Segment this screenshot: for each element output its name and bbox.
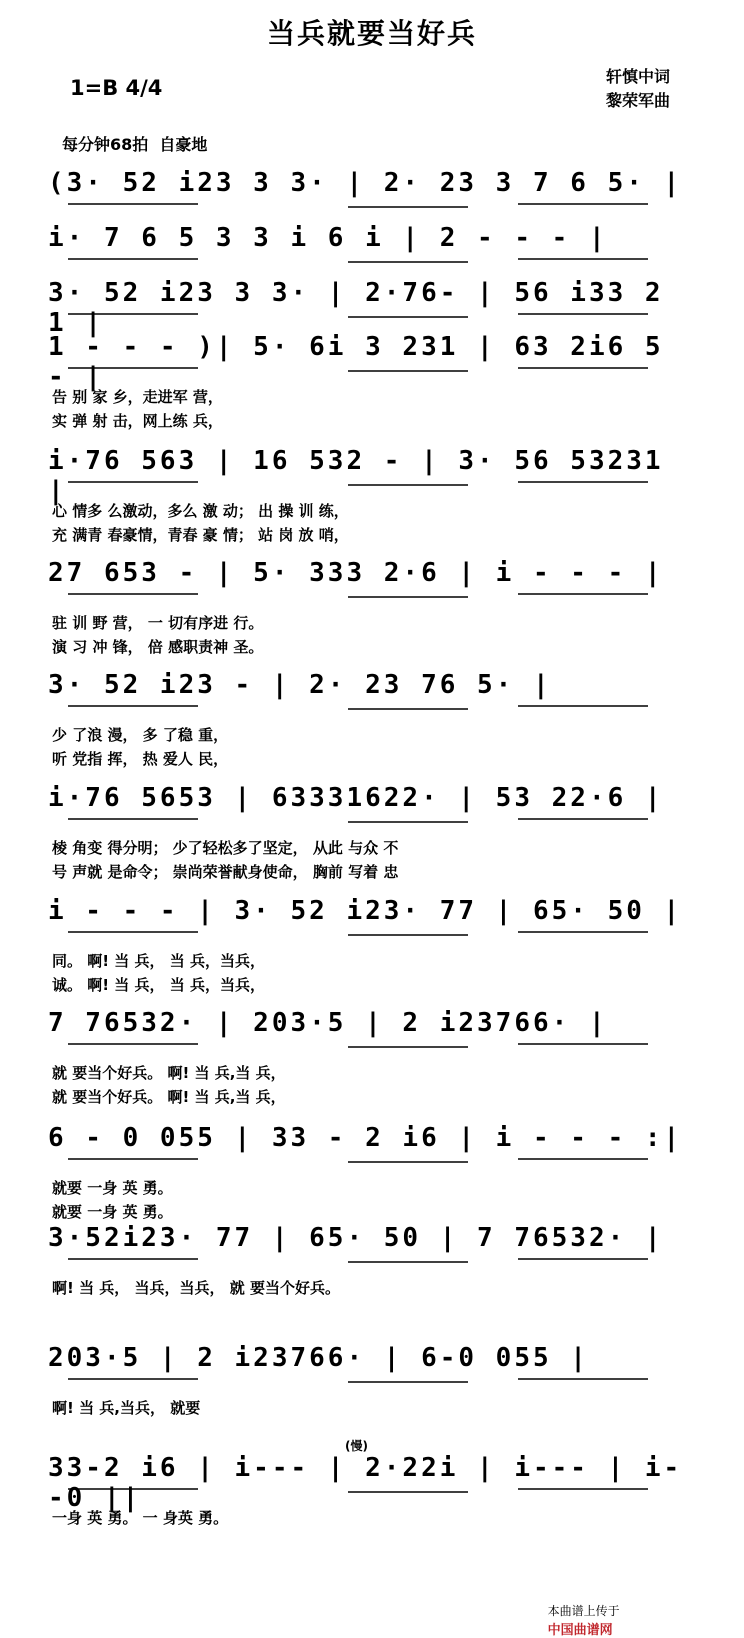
footer-prefix: 本曲谱上传于 — [547, 1604, 620, 1618]
notation-line: i·76 5653 | 63331622· | 53 22·6 | — [48, 783, 664, 813]
lyric-line: 充 满青 春豪情，青春 豪 情； 站 岗 放 哨， — [52, 526, 349, 544]
lyric-line: 号 声就 是命令； 崇尚荣誉献身使命， 胸前 写着 忠 — [52, 863, 399, 881]
lyric-line: 心 情多 么激动，多么 激 动； 出 操 训 练， — [52, 502, 349, 520]
beam-lines — [48, 215, 698, 275]
notation-system — [48, 1215, 698, 1297]
notation-line: 33-2 i6 | i--- | 2·22i | i--- | i--0 || — [48, 1453, 683, 1513]
notation-system — [48, 324, 698, 430]
lyric-line: 一身 英 勇。 一 身英 勇。 — [52, 1509, 229, 1527]
lyric-line: 听 党指 挥， 热 爱人 民， — [52, 750, 229, 768]
notation-line: i - - - | 3· 52 i23· 77 | 65· 50 | — [48, 896, 683, 926]
notation-system — [48, 160, 698, 220]
lyric-line: 诚。 啊! 当 兵， 当 兵，当兵， — [52, 976, 265, 994]
notation-system — [48, 1335, 698, 1417]
beam-lines — [48, 775, 698, 835]
lyric-line: 就 要当个好兵。 啊! 当 兵,当 兵， — [52, 1088, 286, 1106]
notation-system — [48, 662, 698, 768]
notation-line: 203·5 | 2 i23766· | 6-0 055 | — [48, 1343, 589, 1373]
footer-credit — [540, 1588, 620, 1638]
notation-system — [48, 888, 698, 994]
notation-system — [48, 775, 698, 881]
notation-line: 27 653 - | 5· 333 2·6 | i - - - | — [48, 558, 664, 588]
beam-lines — [48, 1335, 698, 1395]
notation-line: i· 7 6 5 3 3 i 6 i | 2 - - - | — [48, 223, 608, 253]
beam-lines — [48, 550, 698, 610]
notation-line: 7 76532· | 203·5 | 2 i23766· | — [48, 1008, 608, 1038]
lyric-line: 同。 啊! 当 兵， 当 兵，当兵， — [52, 952, 265, 970]
tempo-marking: 每分钟68拍 自豪地 — [62, 135, 208, 154]
notation-system — [48, 270, 698, 338]
notation-system — [48, 550, 698, 656]
beam-lines — [48, 662, 698, 722]
lyric-line: 驻 训 野 营， 一 切有序进 行。 — [52, 614, 264, 632]
slow-marking: (慢) — [345, 1439, 368, 1453]
notation-line: 1 - - - )| 5· 6i 3 231 | 63 2i6 5 - | — [48, 332, 664, 392]
score-title: 当兵就要当好兵 — [266, 17, 477, 50]
lyric-line: 就要 一身 英 勇。 — [52, 1179, 173, 1197]
notation-system — [48, 1445, 698, 1527]
beam-lines — [48, 438, 698, 498]
lyric-line: 告 别 家 乡，走进军 营， — [52, 388, 223, 406]
beam-lines — [48, 270, 698, 330]
beam-lines — [48, 1215, 698, 1275]
composer-credit: 黎荣军曲 — [606, 91, 671, 110]
lyric-line: 就要 一身 英 勇。 — [52, 1203, 173, 1221]
lyric-line: 演 习 冲 锋， 倍 感职责神 圣。 — [52, 638, 264, 656]
lyricist-credit: 轩慎中词 — [606, 67, 671, 86]
beam-lines — [48, 324, 698, 384]
notation-line: 3·52i23· 77 | 65· 50 | 7 76532· | — [48, 1223, 664, 1253]
beam-lines — [48, 160, 698, 220]
beam-lines — [48, 1000, 698, 1060]
notation-line: 3· 52 i23 - | 2· 23 76 5· | — [48, 670, 552, 700]
notation-line: i·76 563 | 16 532 - | 3· 56 53231 | — [48, 446, 664, 506]
beam-lines — [48, 888, 698, 948]
beam-lines — [48, 1115, 698, 1175]
lyric-line: 啊! 当 兵， 当兵，当兵， 就 要当个好兵。 — [52, 1279, 340, 1297]
footer-site: 中国曲谱网 — [547, 1623, 613, 1638]
lyric-line: 啊! 当 兵,当兵， 就要 — [52, 1399, 201, 1417]
beam-lines — [48, 1445, 698, 1505]
notation-line: (3· 52 i23 3 3· | 2· 23 3 7 6 5· | — [48, 168, 683, 198]
notation-system — [48, 215, 698, 275]
lyric-line: 少 了浪 漫， 多 了稳 重， — [52, 726, 229, 744]
notation-system — [48, 438, 698, 544]
lyric-line: 实 弹 射 击，网上练 兵， — [52, 412, 223, 430]
lyric-line: 就 要当个好兵。 啊! 当 兵,当 兵， — [52, 1064, 286, 1082]
notation-system — [48, 1000, 698, 1106]
notation-line: 6 - 0 055 | 33 - 2 i6 | i - - - :| — [48, 1123, 683, 1153]
key-signature: 1=B 4/4 — [70, 76, 163, 100]
notation-system — [48, 1115, 698, 1221]
lyric-line: 棱 角变 得分明； 少了轻松多了坚定， 从此 与众 不 — [52, 839, 399, 857]
notation-line: 3· 52 i23 3 3· | 2·76- | 56 i33 2 1 | — [48, 278, 664, 338]
